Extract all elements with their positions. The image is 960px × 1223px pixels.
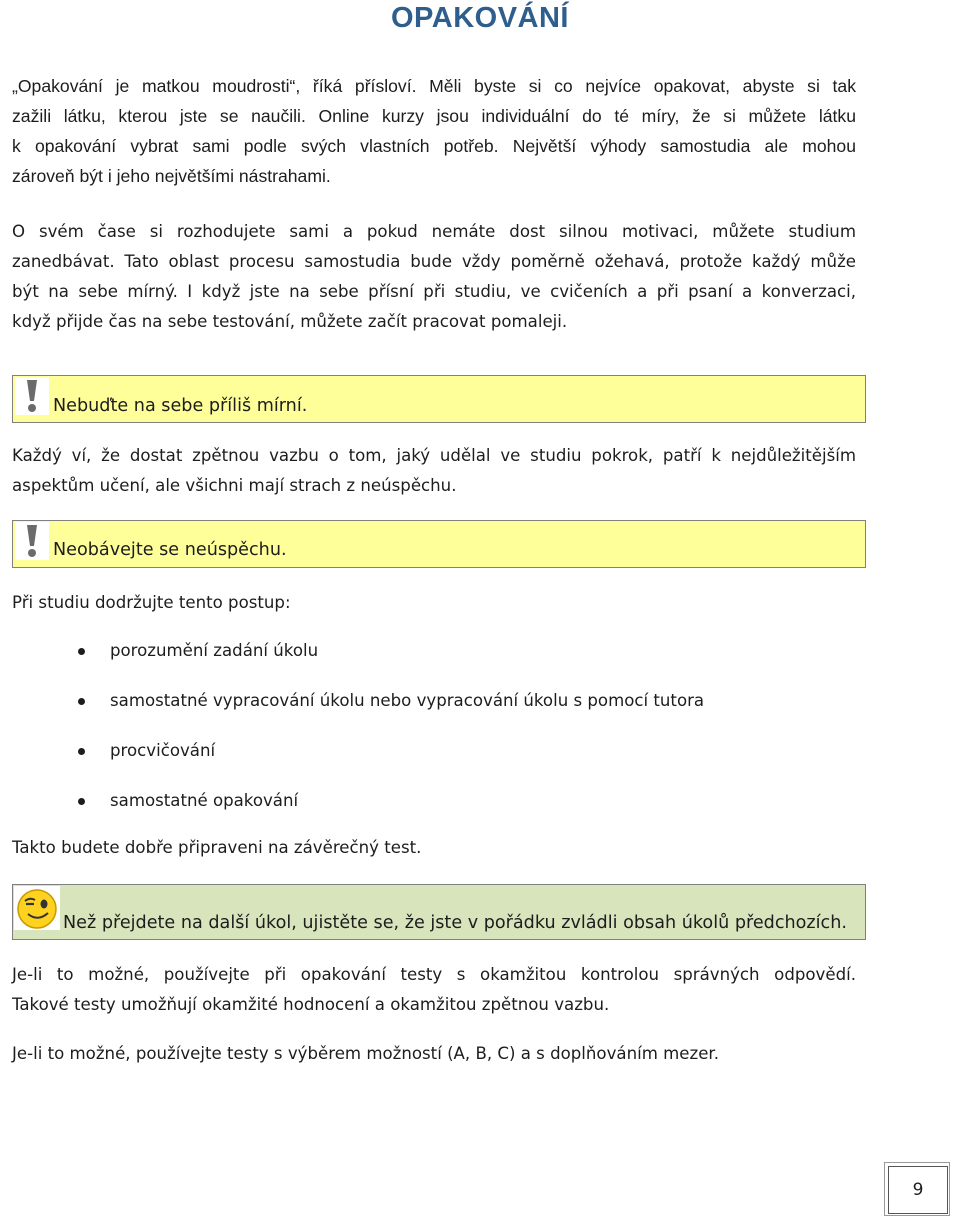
page-number: 9 bbox=[912, 1180, 924, 1200]
text-line: zanedbávat. Tato oblast procesu samostudia bude vždy poměrně ožehavá, protože každý může bbox=[12, 252, 856, 271]
procedure-intro bbox=[12, 588, 856, 618]
step-text: samostatné vypracování úkolu nebo vypracování úkolu s pomocí tutora bbox=[110, 691, 705, 710]
text-line: když přijde čas na sebe testování, můžete začít pracovat pomaleji. bbox=[12, 312, 568, 331]
bullet-icon bbox=[78, 698, 85, 705]
step-text: porozumění zadání úkolu bbox=[110, 641, 319, 660]
callout-not-too-mild bbox=[12, 375, 866, 423]
text-line: „Opakování je matkou moudrosti“, říká přísloví. Měli byste si co nejvíce opakovat, abyste si tak bbox=[12, 76, 856, 96]
callout-text: Než přejdete na další úkol, ujistěte se, že jste v pořádku zvládli obsah úkolů předchozích. bbox=[63, 913, 847, 933]
callout-no-fear bbox=[12, 520, 866, 568]
winking-smiley-icon bbox=[14, 886, 60, 930]
text-line: aspektům učení, ale všichni mají strach z neúspěchu. bbox=[12, 476, 457, 495]
text-line: k opakování vybrat sami podle svých vlastních potřeb. Největší výhody samostudia ale mohou bbox=[12, 136, 856, 156]
step-text: samostatné opakování bbox=[110, 791, 299, 810]
step-text: procvičování bbox=[110, 741, 216, 760]
text-line: zároveň být i jeho největšími nástrahami. bbox=[12, 166, 331, 186]
callout-check-previous bbox=[12, 884, 866, 940]
text-line: Takto budete dobře připraveni na závěrečný test. bbox=[12, 838, 422, 857]
callout-text: Neobávejte se neúspěchu. bbox=[53, 540, 287, 560]
page-title: OPAKOVÁNÍ bbox=[391, 2, 569, 34]
bullet-icon bbox=[78, 798, 85, 805]
tests-paragraph bbox=[12, 960, 856, 1020]
list-item bbox=[78, 784, 704, 834]
bullet-icon bbox=[78, 748, 85, 755]
text-line: Každý ví, že dostat zpětnou vazbu o tom, jaký udělal ve studiu pokrok, patří k nejdůležitějším bbox=[12, 446, 856, 465]
callout-text: Nebuďte na sebe příliš mírní. bbox=[53, 396, 308, 416]
list-item bbox=[78, 734, 704, 784]
multiple-choice-paragraph bbox=[12, 1039, 856, 1069]
text-line: Při studiu dodržujte tento postup: bbox=[12, 593, 291, 612]
list-item bbox=[78, 684, 704, 734]
feedback-paragraph bbox=[12, 441, 856, 501]
page-number-box bbox=[884, 1162, 954, 1218]
text-line: zažili látku, kterou jste se naučili. Online kurzy jsou individuální do té míry, že si můžete látku bbox=[12, 106, 856, 126]
text-line: Je-li to možné, používejte při opakování testy s okamžitou kontrolou správných odpovědí. bbox=[12, 965, 856, 984]
bullet-icon bbox=[78, 648, 85, 655]
list-item bbox=[78, 634, 704, 684]
intro-paragraph bbox=[12, 71, 856, 191]
time-paragraph bbox=[12, 217, 856, 337]
procedure-steps-list bbox=[78, 634, 704, 834]
exclamation-icon bbox=[15, 377, 49, 415]
text-line: Je-li to možné, používejte testy s výběrem možností (A, B, C) a s doplňováním mezer. bbox=[12, 1044, 719, 1063]
text-line: Takové testy umožňují okamžité hodnocení a okamžitou zpětnou vazbu. bbox=[12, 995, 610, 1014]
exclamation-icon bbox=[15, 522, 49, 560]
text-line: být na sebe mírný. I když jste na sebe přísní při studiu, ve cvičeních a při psaní a konverzaci, bbox=[12, 282, 856, 301]
ready-text bbox=[12, 833, 856, 863]
text-line: O svém čase si rozhodujete sami a pokud nemáte dost silnou motivaci, můžete studium bbox=[12, 222, 856, 241]
